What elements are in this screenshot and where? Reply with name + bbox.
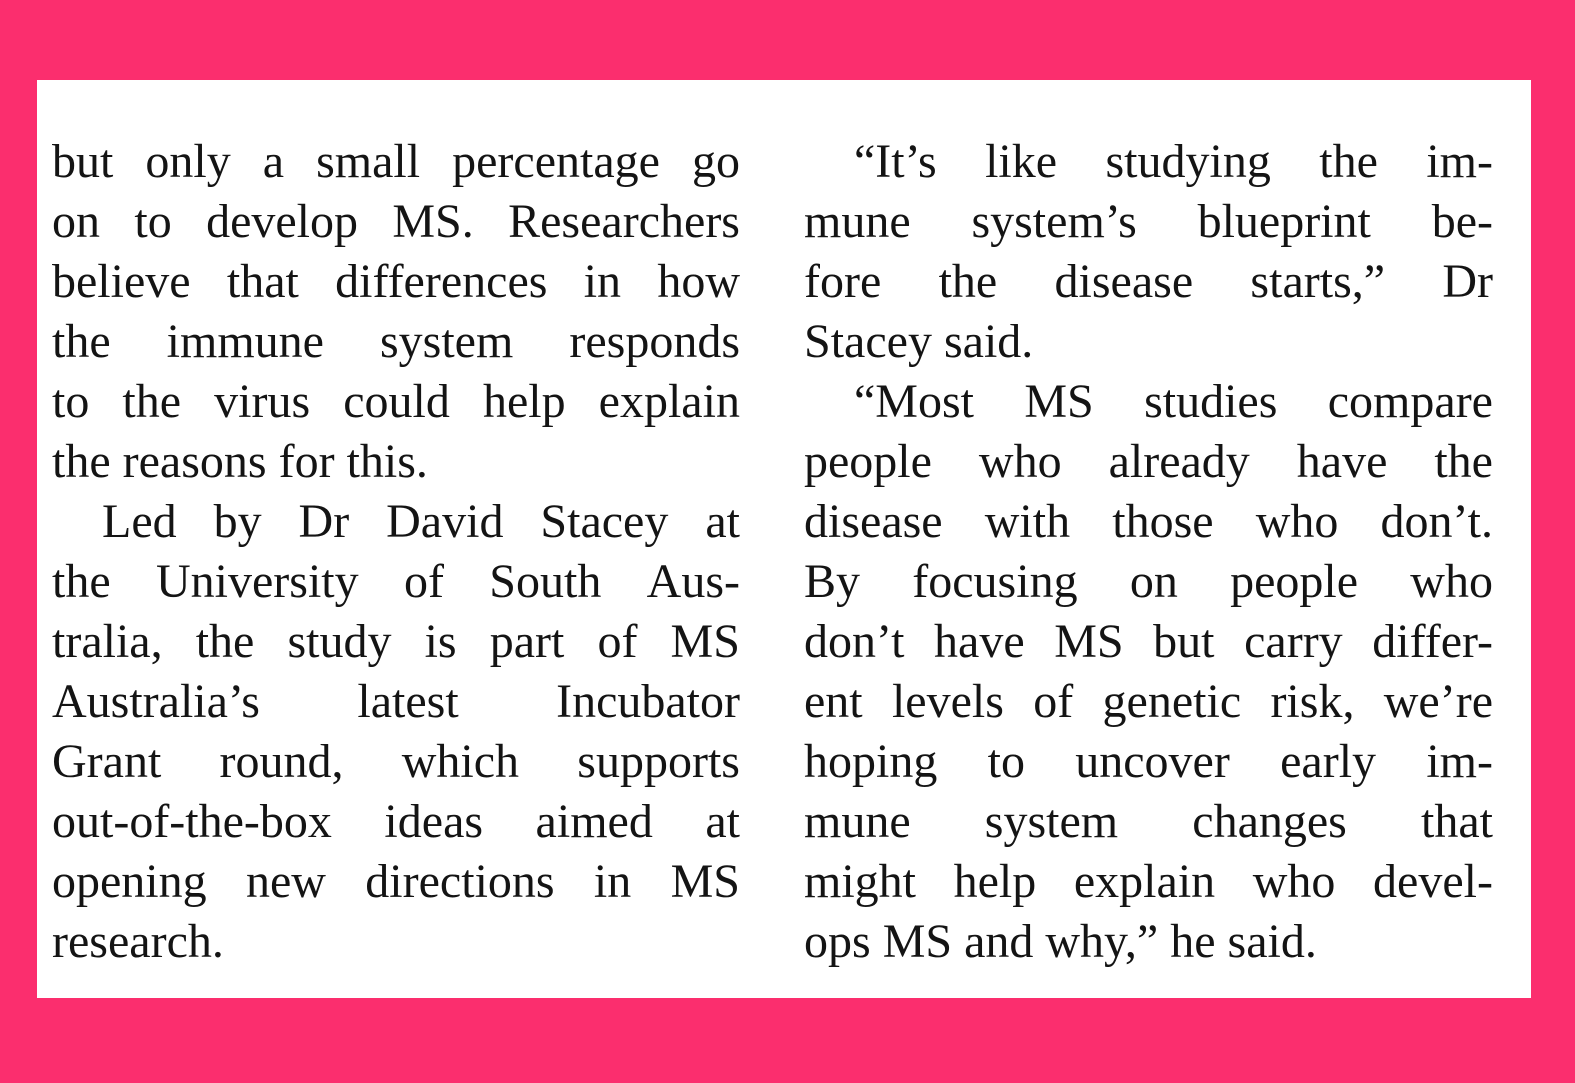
- word: of: [1033, 675, 1074, 728]
- text-line: [804, 732, 1493, 792]
- word: responds: [569, 315, 740, 368]
- text-line: [804, 492, 1493, 552]
- word: the: [1319, 135, 1378, 188]
- word: Stacey: [540, 495, 669, 548]
- word: system’s: [971, 195, 1137, 248]
- word: virus: [214, 375, 311, 428]
- word: Aus-: [646, 555, 740, 608]
- word: Dr: [1442, 255, 1493, 308]
- text-line: [52, 732, 740, 792]
- word: round,: [219, 735, 344, 788]
- word: University: [155, 555, 359, 608]
- word: By: [804, 555, 861, 608]
- word: Dr: [298, 495, 350, 548]
- text-line: [804, 192, 1493, 252]
- word: starts,”: [1250, 255, 1386, 308]
- text-line: [804, 552, 1493, 612]
- word: Incubator: [556, 675, 740, 728]
- text-line: [52, 372, 740, 432]
- text-line: [52, 912, 740, 972]
- text-line: [52, 132, 740, 192]
- word: study: [287, 615, 392, 668]
- word: studying: [1105, 135, 1271, 188]
- word: to: [134, 195, 172, 248]
- word: the: [122, 375, 182, 428]
- article-column-left: [52, 132, 740, 972]
- text-line: [52, 252, 740, 312]
- word: new: [245, 855, 326, 908]
- word: research.: [52, 915, 224, 968]
- text-line: [804, 912, 1493, 972]
- word: people: [804, 435, 932, 488]
- word: “Most: [854, 375, 974, 428]
- word: the: [52, 315, 111, 368]
- word: disease: [1054, 255, 1194, 308]
- word: blueprint: [1197, 195, 1371, 248]
- word: compare: [1327, 375, 1493, 428]
- word: aimed: [535, 795, 653, 848]
- word: why,”: [1045, 915, 1159, 968]
- article-column-right: [804, 132, 1493, 972]
- text-line: [52, 432, 740, 492]
- text-line: [52, 312, 740, 372]
- word: ideas: [384, 795, 484, 848]
- word: explain: [598, 375, 740, 428]
- word: but: [1153, 615, 1215, 668]
- word: differ-: [1372, 615, 1493, 668]
- word: help: [482, 375, 566, 428]
- word: already: [1108, 435, 1250, 488]
- word: on: [52, 195, 100, 248]
- word: South: [489, 555, 602, 608]
- word: out-of-the-box: [52, 795, 332, 848]
- word: differences: [335, 255, 548, 308]
- word: small: [316, 135, 421, 188]
- text-line: [804, 312, 1493, 372]
- word: that: [1421, 795, 1493, 848]
- article-clipping: [37, 80, 1531, 998]
- word: im-: [1426, 135, 1493, 188]
- word: percentage: [452, 135, 660, 188]
- word: help: [953, 855, 1037, 908]
- word: don’t.: [1380, 495, 1493, 548]
- word: MS: [670, 855, 740, 908]
- word: David: [386, 495, 504, 548]
- word: we’re: [1383, 675, 1493, 728]
- word: early: [1280, 735, 1377, 788]
- word: system: [379, 315, 514, 368]
- word: hoping: [804, 735, 938, 788]
- word: for: [278, 435, 335, 488]
- word: only: [145, 135, 231, 188]
- word: at: [705, 495, 740, 548]
- word: at: [705, 795, 740, 848]
- word: believe: [52, 255, 191, 308]
- word: ent: [804, 675, 863, 728]
- word: im-: [1426, 735, 1493, 788]
- word: in: [583, 255, 622, 308]
- word: said.: [943, 315, 1034, 368]
- text-line: [804, 372, 1493, 432]
- word: studies: [1144, 375, 1278, 428]
- word: MS.: [392, 195, 474, 248]
- word: levels: [891, 675, 1004, 728]
- word: the: [938, 255, 998, 308]
- word: Grant: [52, 735, 162, 788]
- word: devel-: [1373, 855, 1493, 908]
- text-line: [804, 852, 1493, 912]
- word: the: [52, 555, 111, 608]
- text-line: [52, 552, 740, 612]
- word: part: [489, 615, 565, 668]
- word: go: [692, 135, 740, 188]
- word: MS: [882, 915, 953, 968]
- text-line: [804, 612, 1493, 672]
- word: people: [1230, 555, 1359, 608]
- word: focusing: [912, 555, 1078, 608]
- text-line: [52, 852, 740, 912]
- text-line: [804, 132, 1493, 192]
- word: in: [593, 855, 632, 908]
- word: the: [195, 615, 255, 668]
- text-line: [52, 612, 740, 672]
- word: who: [1410, 555, 1493, 608]
- word: immune: [166, 315, 324, 368]
- word: genetic: [1102, 675, 1242, 728]
- word: risk,: [1270, 675, 1355, 728]
- word: but: [52, 135, 114, 188]
- word: MS: [670, 615, 740, 668]
- word: like: [985, 135, 1058, 188]
- word: MS: [1054, 615, 1124, 668]
- word: don’t: [804, 615, 905, 668]
- word: is: [424, 615, 457, 668]
- word: mune: [804, 195, 911, 248]
- word: have: [1296, 435, 1388, 488]
- text-line: [804, 432, 1493, 492]
- word: on: [1129, 555, 1178, 608]
- word: Australia’s: [52, 675, 260, 728]
- word: latest: [357, 675, 459, 728]
- word: that: [226, 255, 299, 308]
- word: those: [1112, 495, 1214, 548]
- word: explain: [1073, 855, 1216, 908]
- word: “It’s: [854, 135, 937, 188]
- word: be-: [1431, 195, 1493, 248]
- word: Stacey: [804, 315, 932, 368]
- word: have: [934, 615, 1025, 668]
- word: he: [1170, 915, 1216, 968]
- text-line: [804, 672, 1493, 732]
- word: this.: [346, 435, 428, 488]
- word: fore: [804, 255, 882, 308]
- word: said.: [1227, 915, 1317, 968]
- word: ops: [804, 915, 871, 968]
- word: which: [401, 735, 520, 788]
- text-line: [52, 192, 740, 252]
- word: directions: [365, 855, 555, 908]
- word: the: [52, 435, 111, 488]
- word: of: [597, 615, 638, 668]
- word: and: [964, 915, 1034, 968]
- text-line: [804, 792, 1493, 852]
- word: to: [52, 375, 90, 428]
- word: of: [403, 555, 444, 608]
- text-line: [52, 792, 740, 852]
- word: tralia,: [52, 615, 163, 668]
- word: a: [262, 135, 285, 188]
- text-line: [52, 672, 740, 732]
- word: might: [804, 855, 917, 908]
- word: who: [1252, 855, 1336, 908]
- word: uncover: [1075, 735, 1230, 788]
- word: carry: [1244, 615, 1343, 668]
- word: by: [213, 495, 262, 548]
- word: could: [343, 375, 450, 428]
- word: the: [1434, 435, 1493, 488]
- text-line: [52, 492, 740, 552]
- word: how: [657, 255, 740, 308]
- word: changes: [1192, 795, 1347, 848]
- word: develop: [206, 195, 359, 248]
- word: disease: [804, 495, 943, 548]
- word: Led: [102, 495, 177, 548]
- word: MS: [1024, 375, 1094, 428]
- word: supports: [577, 735, 740, 788]
- word: to: [987, 735, 1025, 788]
- word: who: [1255, 495, 1339, 548]
- word: mune: [804, 795, 911, 848]
- word: with: [984, 495, 1071, 548]
- word: reasons: [122, 435, 267, 488]
- word: who: [978, 435, 1062, 488]
- word: opening: [52, 855, 207, 908]
- word: system: [984, 795, 1119, 848]
- word: Researchers: [508, 195, 740, 248]
- text-line: [804, 252, 1493, 312]
